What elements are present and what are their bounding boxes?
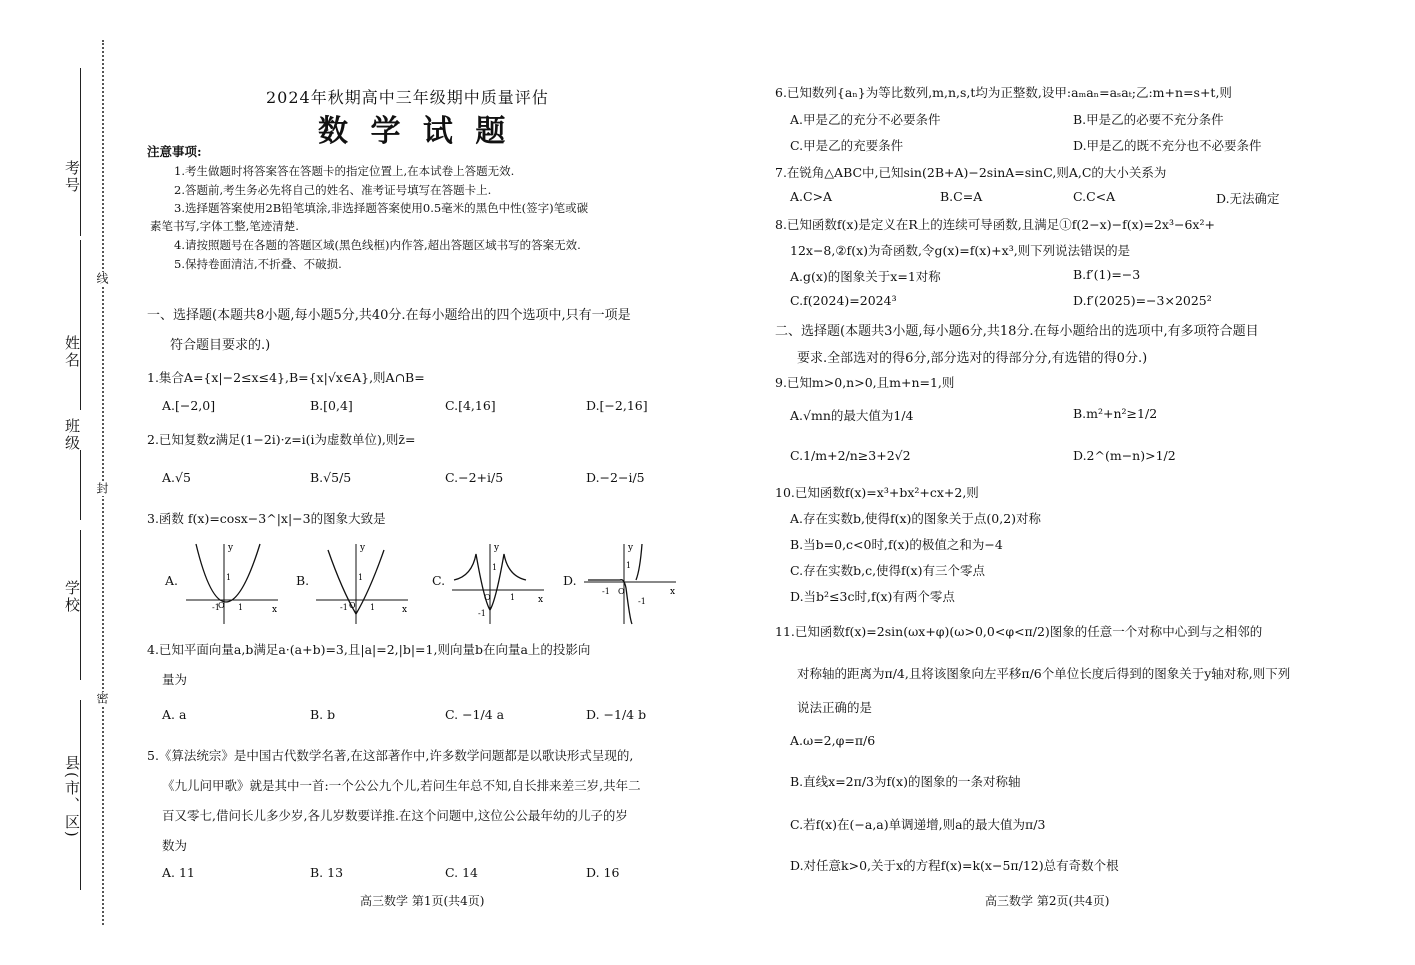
- q7-option-b[interactable]: B.C=A: [940, 189, 983, 204]
- svg-text:y: y: [228, 543, 234, 553]
- footer-page1: 高三数学 第1页(共4页): [360, 894, 485, 908]
- notice-item: 1.考生做题时将答案答在答题卡的指定位置上,在本试卷上答题无效.: [174, 164, 515, 178]
- exam-number-line[interactable]: [80, 68, 81, 236]
- q8-option-a[interactable]: A.g(x)的图象关于x=1对称: [790, 269, 941, 284]
- svg-text:1: 1: [238, 603, 244, 612]
- q11-stem: 11.已知函数f(x)=2sin(ωx+φ)(ω>0,0<φ<π/2)图象的任意一个对称中心到与之相邻的: [775, 624, 1263, 639]
- section2-heading-cont: 要求.全部选对的得6分,部分选对的得部分分,有选错的得0分.): [797, 351, 1148, 366]
- q7-stem: 7.在锐角△ABC中,已知sin(2B+A)−2sinA=sinC,则A,C的大小关系为: [775, 165, 1167, 180]
- notice-item: 素笔书写,字体工整,笔迹清楚.: [150, 219, 299, 233]
- q2-option-d[interactable]: D.−2−i/5: [586, 470, 645, 485]
- svg-text:1: 1: [370, 603, 376, 612]
- q5-stem-cont: 百又零七,借问长儿多少岁,各儿岁数要详推.在这个问题中,这位公公最年幼的儿子的岁: [162, 808, 628, 823]
- svg-text:y: y: [628, 543, 634, 553]
- svg-text:1: 1: [626, 561, 632, 570]
- q9-option-d[interactable]: D.2^(m−n)>1/2: [1073, 448, 1176, 463]
- q4-stem: 4.已知平面向量a,b满足a·(a+b)=3,且|a|=2,|b|=1,则向量b在向量a上的投影向: [147, 642, 591, 657]
- notice-item: 5.保持卷面清洁,不折叠、不破损.: [174, 257, 342, 271]
- q8-option-c[interactable]: C.f(2024)=2024³: [790, 293, 897, 308]
- svg-text:x: x: [670, 587, 676, 597]
- q11-option-c[interactable]: C.若f(x)在(−a,a)单调递增,则a的最大值为π/3: [790, 817, 1046, 832]
- q6-option-c[interactable]: C.甲是乙的充要条件: [790, 138, 904, 153]
- svg-text:-1: -1: [638, 597, 646, 606]
- q4-option-c[interactable]: C. −1/4 a: [445, 707, 505, 722]
- q11-option-a[interactable]: A.ω=2,φ=π/6: [790, 733, 876, 748]
- section1-heading-cont: 符合题目要求的.): [170, 338, 271, 353]
- q4-option-a[interactable]: A. a: [162, 707, 187, 722]
- q6-option-d[interactable]: D.甲是乙的既不充分也不必要条件: [1073, 138, 1262, 153]
- q9-stem: 9.已知m>0,n>0,且m+n=1,则: [775, 375, 955, 390]
- section1-heading: 一、选择题(本题共8小题,每小题5分,共40分.在每小题给出的四个选项中,只有一项是: [147, 308, 631, 323]
- name-label: 姓名: [63, 335, 81, 369]
- section2-heading: 二、选择题(本题共3小题,每小题6分,共18分.在每小题给出的选项中,有多项符合题目: [775, 324, 1259, 339]
- q3-graph-c[interactable]: [448, 540, 548, 628]
- q2-stem: 2.已知复数z满足(1−2i)·z=i(i为虚数单位),则z̄=: [147, 432, 416, 447]
- county-label: 县(市、区): [63, 755, 81, 839]
- svg-text:1: 1: [492, 563, 498, 572]
- svg-text:y: y: [494, 543, 500, 553]
- svg-text:1: 1: [358, 573, 364, 582]
- q3-label-d[interactable]: D.: [563, 573, 577, 588]
- q8-stem: 8.已知函数f(x)是定义在R上的连续可导函数,且满足①f(2−x)−f(x)=2x³−6x²+: [775, 217, 1215, 232]
- q5-stem-cont: 数为: [162, 838, 188, 853]
- q5-option-d[interactable]: D. 16: [586, 865, 620, 880]
- q3-graph-d[interactable]: [580, 540, 680, 628]
- q7-option-c[interactable]: C.C<A: [1073, 189, 1116, 204]
- svg-text:-1: -1: [212, 603, 220, 612]
- q11-stem-cont: 对称轴的距离为π/4,且将该图象向左平移π/6个单位长度后得到的图象关于y轴对称,则下列: [797, 666, 1291, 681]
- q9-option-c[interactable]: C.1/m+2/n≥3+2√2: [790, 448, 911, 463]
- q3-graph-b[interactable]: [312, 540, 412, 628]
- q2-option-b[interactable]: B.√5/5: [310, 470, 352, 485]
- q5-stem-cont: 《九儿问甲歌》就是其中一首:一个公公九个儿,若问生年总不知,自长排来差三岁,共年二: [162, 778, 641, 793]
- q1-option-d[interactable]: D.[−2,16]: [586, 398, 648, 413]
- q11-option-d[interactable]: D.对任意k>0,关于x的方程f(x)=k(x−5π/12)总有奇数个根: [790, 858, 1119, 873]
- exam-title: 数 学 试 题: [318, 114, 512, 149]
- q5-option-c[interactable]: C. 14: [445, 865, 478, 880]
- exam-subtitle: 2024年秋期高中三年级期中质量评估: [266, 88, 549, 107]
- county-line[interactable]: [80, 700, 81, 890]
- q10-option-c[interactable]: C.存在实数b,c,使得f(x)有三个零点: [790, 563, 985, 578]
- q4-stem-cont: 量为: [162, 672, 188, 687]
- q5-stem: 5.《算法统宗》是中国古代数学名著,在这部著作中,许多数学问题都是以歌诀形式呈现的,: [147, 748, 634, 763]
- svg-text:x: x: [538, 595, 544, 605]
- q10-option-d[interactable]: D.当b²≤3c时,f(x)有两个零点: [790, 589, 955, 604]
- svg-text:O: O: [618, 587, 625, 596]
- q2-option-a[interactable]: A.√5: [162, 470, 191, 485]
- q5-option-a[interactable]: A. 11: [162, 865, 195, 880]
- q10-option-a[interactable]: A.存在实数b,使得f(x)的图象关于点(0,2)对称: [790, 511, 1042, 526]
- q1-option-c[interactable]: C.[4,16]: [445, 398, 496, 413]
- q1-stem: 1.集合A={x|−2≤x≤4},B={x|√x∈A},则A∩B=: [147, 370, 425, 385]
- svg-text:x: x: [272, 605, 278, 615]
- q3-label-c[interactable]: C.: [432, 573, 446, 588]
- q6-stem: 6.已知数列{aₙ}为等比数列,m,n,s,t均为正整数,设甲:aₘaₙ=aₛaₜ;乙:m+n=s+t,则: [775, 85, 1232, 100]
- svg-text:O: O: [484, 593, 491, 602]
- q4-option-b[interactable]: B. b: [310, 707, 336, 722]
- footer-page2: 高三数学 第2页(共4页): [985, 894, 1110, 908]
- class-label: 班级: [63, 418, 81, 452]
- q10-option-b[interactable]: B.当b=0,c<0时,f(x)的极值之和为−4: [790, 537, 1003, 552]
- class-line[interactable]: [80, 450, 81, 520]
- notice-item: 4.请按照题号在各题的答题区域(黑色线框)内作答,超出答题区域书写的答案无效.: [174, 238, 581, 252]
- notice-heading: 注意事项:: [147, 144, 202, 159]
- q11-option-b[interactable]: B.直线x=2π/3为f(x)的图象的一条对称轴: [790, 774, 1021, 789]
- svg-text:-1: -1: [602, 587, 610, 596]
- q8-option-b[interactable]: B.f′(1)=−3: [1073, 267, 1141, 282]
- notice-item: 3.选择题答案使用2B铅笔填涂,非选择题答案使用0.5毫米的黑色中性(签字)笔或碳: [174, 201, 589, 215]
- q1-option-a[interactable]: A.[−2,0]: [162, 398, 216, 413]
- q5-option-b[interactable]: B. 13: [310, 865, 344, 880]
- q3-graph-a[interactable]: [182, 540, 282, 628]
- q3-stem: 3.函数 f(x)=cosx−3^|x|−3的图象大致是: [147, 511, 386, 526]
- q10-stem: 10.已知函数f(x)=x³+bx²+cx+2,则: [775, 485, 979, 500]
- q9-option-a[interactable]: A.√mn的最大值为1/4: [790, 408, 914, 423]
- svg-text:1: 1: [226, 573, 232, 582]
- name-line[interactable]: [80, 240, 81, 410]
- q2-option-c[interactable]: C.−2+i/5: [445, 470, 504, 485]
- svg-text:O: O: [349, 601, 356, 610]
- q6-option-b[interactable]: B.甲是乙的必要不充分条件: [1073, 112, 1224, 127]
- q3-label-b[interactable]: B.: [296, 573, 310, 588]
- q11-stem-cont: 说法正确的是: [797, 700, 873, 715]
- q7-option-d[interactable]: D.无法确定: [1216, 191, 1280, 206]
- q7-option-a[interactable]: A.C>A: [790, 189, 833, 204]
- school-label: 学校: [63, 580, 81, 614]
- q8-option-d[interactable]: D.f′(2025)=−3×2025²: [1073, 293, 1212, 308]
- svg-text:y: y: [360, 543, 366, 553]
- school-line[interactable]: [80, 530, 81, 680]
- svg-text:-1: -1: [478, 609, 486, 618]
- exam-number-label: 考号: [63, 160, 81, 194]
- cut-mark-mi: 密: [95, 692, 109, 706]
- q9-option-b[interactable]: B.m²+n²≥1/2: [1073, 406, 1158, 421]
- svg-text:1: 1: [510, 593, 516, 602]
- q4-option-d[interactable]: D. −1/4 b: [586, 707, 647, 722]
- svg-text:-1: -1: [340, 603, 348, 612]
- q8-stem-cont: 12x−8,②f(x)为奇函数,令g(x)=f(x)+x³,则下列说法错误的是: [790, 243, 1131, 258]
- cut-mark-xian: 线: [95, 272, 109, 286]
- svg-text:O: O: [218, 601, 225, 610]
- q6-option-a[interactable]: A.甲是乙的充分不必要条件: [790, 112, 941, 127]
- notice-item: 2.答题前,考生务必先将自己的姓名、准考证号填写在答题卡上.: [174, 183, 492, 197]
- svg-text:x: x: [402, 605, 408, 615]
- q3-label-a[interactable]: A.: [165, 573, 179, 588]
- q1-option-b[interactable]: B.[0,4]: [310, 398, 353, 413]
- cut-mark-feng: 封: [95, 482, 109, 496]
